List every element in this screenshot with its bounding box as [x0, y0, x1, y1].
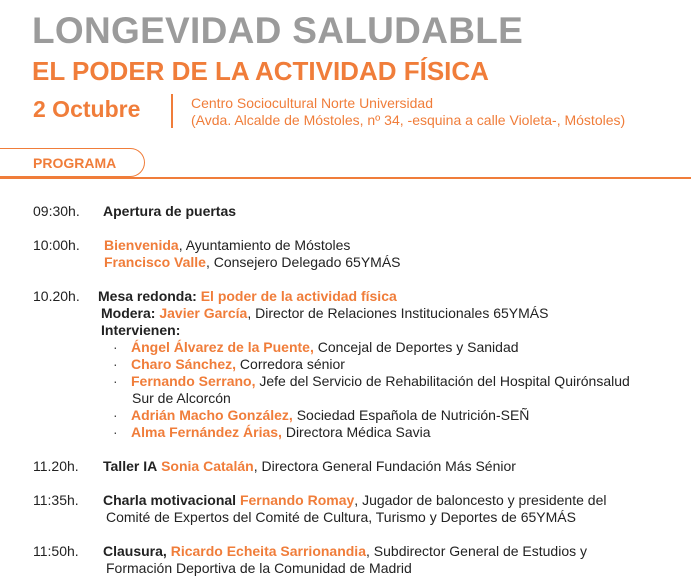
speaker-desc: Sociedad Española de Nutrición-SEÑ	[292, 407, 530, 423]
panelist-item	[113, 356, 345, 373]
speaker-desc: , Consejero Delegado 65YMÁS	[205, 254, 401, 270]
time-0930: 09:30h.	[33, 203, 80, 219]
time-1120: 11.20h.	[33, 458, 79, 474]
venue-name: Centro Sociocultural Norte Universidad	[191, 95, 433, 111]
date-divider	[171, 94, 173, 128]
agenda-label: Charla motivacional	[103, 492, 237, 508]
bullet-icon: ·	[113, 339, 118, 355]
agenda-label: Apertura de puertas	[103, 203, 237, 219]
intervienen-text: Intervienen:	[101, 322, 181, 338]
time-1135: 11:35h.	[33, 492, 79, 508]
speaker-desc: , Jugador de baloncesto y presidente del	[354, 492, 607, 508]
time-1150: 11:50h.	[33, 543, 79, 559]
panelist-item	[113, 424, 431, 441]
agenda-item-clausura	[103, 543, 587, 560]
intervienen-label	[101, 322, 180, 339]
speaker-desc: Corredora sénior	[236, 356, 345, 372]
speaker-name: Fernando Serrano,	[131, 373, 256, 389]
time-1000: 10:00h.	[33, 237, 80, 253]
venue-block	[191, 95, 625, 129]
speaker-name: Francisco Valle	[104, 254, 206, 270]
speaker-desc: Formación Deportiva de la Comunidad de Madrid	[106, 560, 412, 576]
venue-address: (Avda. Alcalde de Móstoles, nº 34, -esquina a calle Violeta-, Móstoles)	[191, 112, 626, 128]
agenda-item-charla-continuation	[106, 509, 576, 526]
event-date: 2 Octubre	[33, 96, 141, 122]
agenda-item-apertura	[103, 203, 236, 220]
bullet-icon: ·	[113, 407, 118, 423]
speaker-desc: Comité de Expertos del Comité de Cultura, Turismo y Deportes de 65YMÁS	[106, 509, 576, 525]
bullet-icon: ·	[113, 356, 118, 372]
panelist-item	[113, 373, 630, 390]
speaker-name: Ricardo Echeita Sarrionandia	[170, 543, 366, 559]
programa-heading: PROGRAMA	[33, 155, 117, 171]
agenda-topic: El poder de la actividad física	[200, 288, 397, 304]
speaker-name: Fernando Romay	[239, 492, 355, 508]
agenda-label: Clausura,	[103, 543, 167, 559]
speaker-name: Adrián Macho González,	[131, 407, 293, 423]
page-subtitle: EL PODER DE LA ACTIVIDAD FÍSICA	[32, 56, 489, 86]
speaker-name: Alma Fernández Árias,	[131, 424, 282, 440]
agenda-item-bienvenida	[104, 237, 350, 254]
speaker-desc: Concejal de Deportes y Sanidad	[313, 339, 519, 355]
time-1020: 10.20h.	[33, 288, 80, 304]
speaker-desc: Jefe del Servicio de Rehabilitación del Hospital Quirónsalud	[255, 373, 630, 389]
speaker-desc: , Ayuntamiento de Móstoles	[178, 237, 351, 253]
panelist-item-continuation	[132, 390, 231, 407]
agenda-item-charla	[103, 492, 606, 509]
speaker-desc: , Director de Relaciones Institucionales 65YMÁS	[247, 305, 549, 321]
moderator-label: Modera:	[101, 305, 156, 321]
bullet-icon: ·	[113, 424, 118, 440]
speaker-desc: , Directora General Fundación Más Sénior	[253, 458, 516, 474]
bullet-icon: ·	[113, 373, 118, 389]
speaker-name: Ángel Álvarez de la Puente,	[131, 339, 314, 355]
speaker-name: Charo Sánchez,	[131, 356, 237, 372]
page-title: LONGEVIDAD SALUDABLE	[32, 10, 524, 51]
speaker-name: Bienvenida	[104, 237, 179, 253]
speaker-name: Javier García	[159, 305, 248, 321]
agenda-label: Taller IA	[103, 458, 158, 474]
agenda-label: Mesa redonda:	[98, 288, 197, 304]
speaker-desc: Directora Médica Savia	[281, 424, 431, 440]
agenda-item-taller-ia	[103, 458, 516, 475]
speaker-desc: Sur de Alcorcón	[132, 390, 231, 406]
agenda-item-moderator	[101, 305, 548, 322]
panelist-item	[113, 339, 519, 356]
panelist-item	[113, 407, 529, 424]
agenda-item-mesa-redonda	[98, 288, 397, 305]
speaker-name: Sonia Catalán	[161, 458, 254, 474]
speaker-desc: , Subdirector General de Estudios y	[366, 543, 588, 559]
programa-rule	[0, 177, 691, 179]
agenda-item-francisco-valle	[104, 254, 401, 271]
agenda-item-clausura-continuation	[106, 560, 412, 577]
